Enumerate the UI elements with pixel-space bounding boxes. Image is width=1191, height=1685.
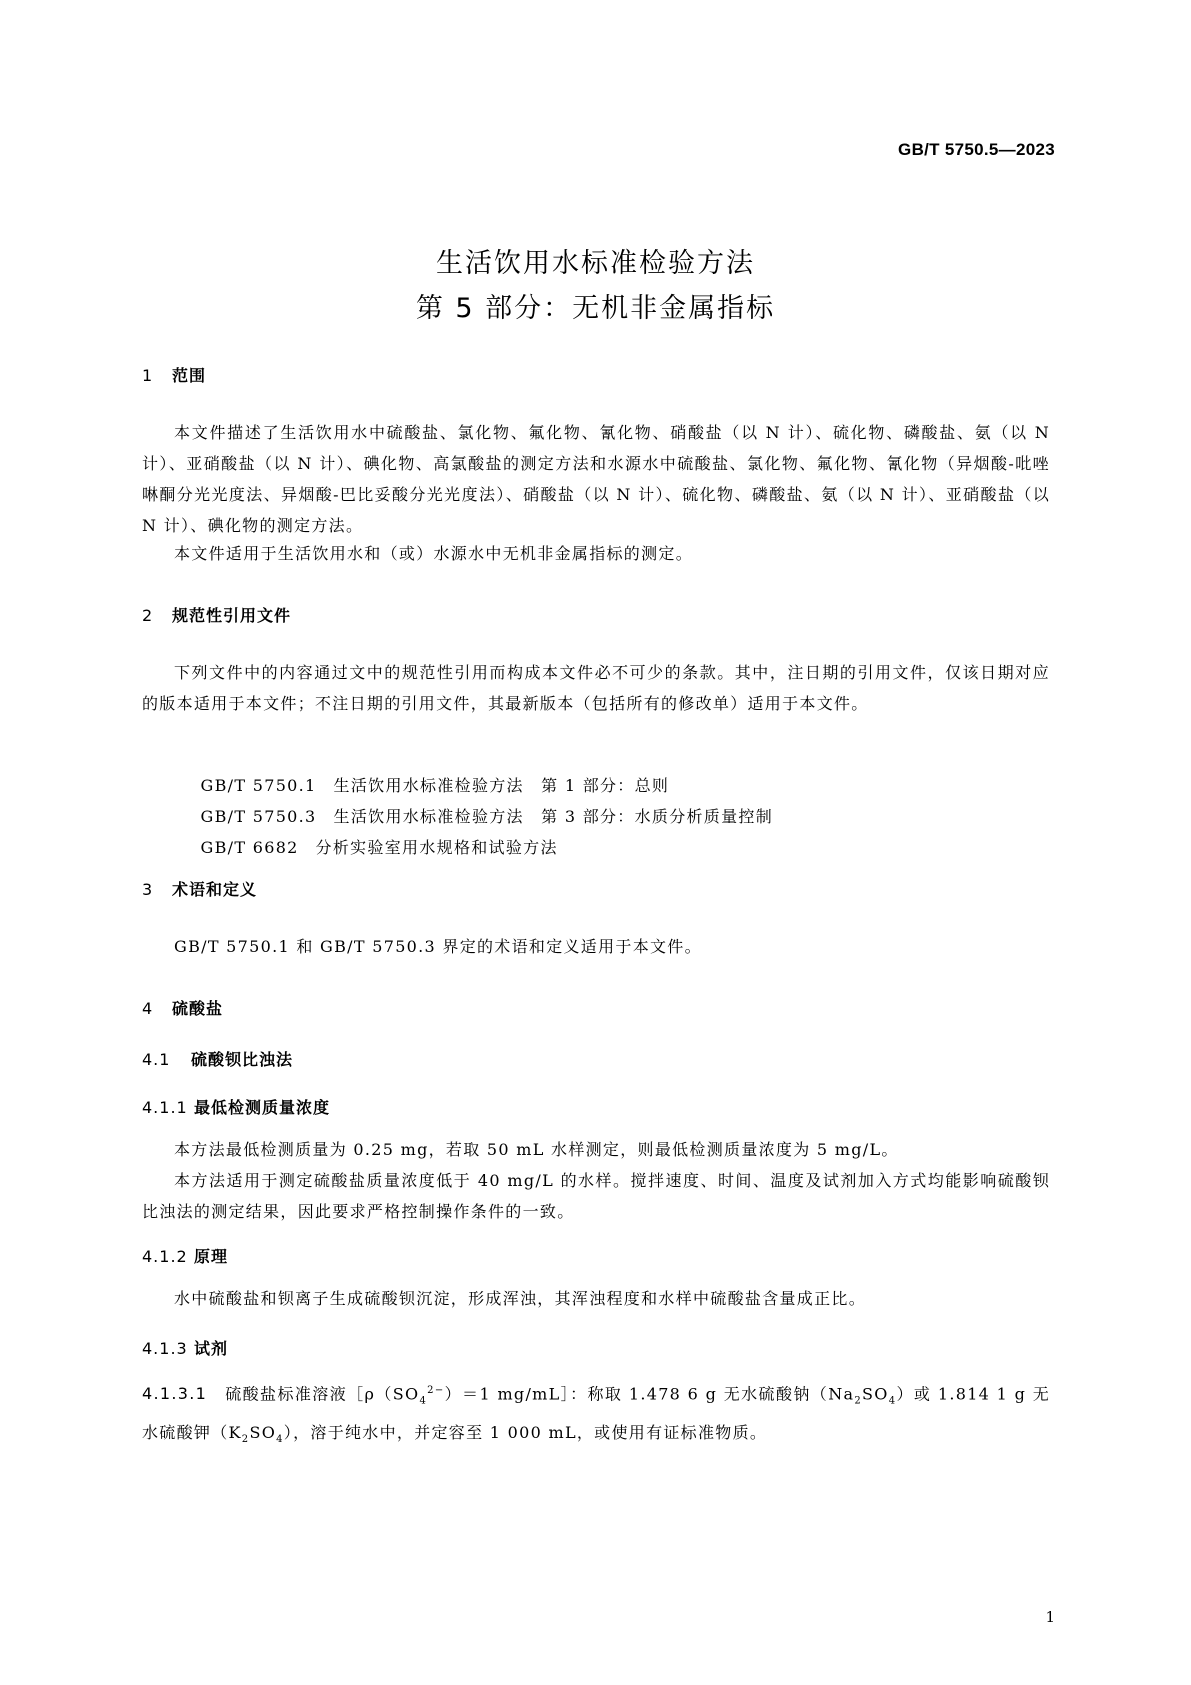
- reference-code: GB/T 5750.1: [200, 776, 317, 795]
- reference-title: 生活饮用水标准检验方法 第 3 部分：水质分析质量控制: [333, 807, 773, 826]
- item-text-e: SO: [249, 1422, 277, 1442]
- item-number: 4.1.3.1: [142, 1384, 208, 1404]
- subsection-4-1-2-paragraph-1: 水中硫酸盐和钡离子生成硫酸钡沉淀，形成浑浊，其浑浊程度和水样中硫酸盐含量成正比。: [174, 1289, 867, 1308]
- subscript: 2: [241, 1433, 250, 1445]
- reference-code: GB/T 5750.3: [200, 807, 317, 826]
- normative-reference: [175, 816, 558, 877]
- document-title-line2: 第 5 部分：无机非金属指标: [415, 293, 776, 324]
- item-text-b: ）＝1 mg/mL］：称取 1.478 6 g 无水硫酸钠（Na: [444, 1384, 855, 1404]
- item-text-d: ）或 1.814 1 g 无水硫酸钾（K: [142, 1384, 1050, 1442]
- section-1-heading: [142, 363, 206, 386]
- section-3-paragraph-1: GB/T 5750.1 和 GB/T 5750.3 界定的术语和定义适用于本文件。: [174, 937, 702, 956]
- subscript: 2: [854, 1395, 863, 1407]
- item-text-a: 硫酸盐标准溶液［ρ（SO: [225, 1384, 420, 1404]
- section-title: 范围: [172, 366, 207, 385]
- section-number: 3: [142, 880, 154, 899]
- section-1-paragraph-1: 本文件描述了生活饮用水中硫酸盐、氯化物、氟化物、氰化物、硝酸盐（以 N 计）、硫化物、磷酸盐、氨（以 N 计）、亚硝酸盐（以 N 计）、碘化物、高氯酸盐的测定方法和水源水中硫酸盐、氯化物、氟化物、氰化物（异烟酸-吡唑啉酮分光光度法、异烟酸-巴比妥酸分光光度法）、硝酸盐（以 N 计）、硫化物、磷酸盐、氨（以 N 计）、亚硝酸盐（以 N 计）、碘化物的测定方法。: [142, 423, 1050, 535]
- section-1-paragraph-2: 本文件适用于生活饮用水和（或）水源水中无机非金属指标的测定。: [174, 544, 694, 563]
- item-text-f: ），溶于纯水中，并定容至 1 000 mL，或使用有证标准物质。: [283, 1422, 768, 1442]
- subscript: 4: [276, 1433, 284, 1445]
- reference-title: 分析实验室用水规格和试验方法: [315, 838, 558, 857]
- reagent-item-4-1-3-1: [142, 1375, 1050, 1455]
- section-title: 硫酸盐: [172, 999, 224, 1018]
- section-2-heading: [142, 603, 291, 626]
- subsection-number: 4.1.1: [142, 1098, 188, 1117]
- subsection-number: 4.1: [142, 1050, 171, 1069]
- subsection-title: 硫酸钡比浊法: [191, 1050, 294, 1069]
- section-number: 4: [142, 999, 154, 1018]
- subsection-4-1-2-heading: [142, 1244, 228, 1267]
- reference-title: 生活饮用水标准检验方法 第 1 部分：总则: [333, 776, 670, 795]
- subscript: 4: [419, 1395, 428, 1407]
- document-title-line1: 生活饮用水标准检验方法: [436, 248, 755, 279]
- page-number: 1: [1045, 1608, 1055, 1626]
- section-2-paragraph-1: 下列文件中的内容通过文中的规范性引用而构成本文件必不可少的条款。其中，注日期的引用文件，仅该日期对应的版本适用于本文件；不注日期的引用文件，其最新版本（包括所有的修改单）适用于本文件。: [142, 663, 1050, 713]
- standard-code: GB/T 5750.5—2023: [898, 140, 1055, 159]
- subsection-4-1-1-paragraph-2: 本方法适用于测定硫酸盐质量浓度低于 40 mg/L 的水样。搅拌速度、时间、温度及试剂加入方式均能影响硫酸钡比浊法的测定结果，因此要求严格控制操作条件的一致。: [142, 1171, 1050, 1221]
- section-number: 1: [142, 366, 154, 385]
- section-number: 2: [142, 606, 154, 625]
- section-4-heading: [142, 996, 223, 1019]
- subsection-title: 最低检测质量浓度: [194, 1098, 331, 1117]
- subsection-4-1-1-paragraph-1: 本方法最低检测质量为 0.25 mg，若取 50 mL 水样测定，则最低检测质量浓度为 5 mg/L。: [174, 1140, 899, 1159]
- reference-code: GB/T 6682: [200, 838, 299, 857]
- superscript: 2−: [427, 1385, 445, 1396]
- subsection-number: 4.1.2: [142, 1247, 188, 1266]
- section-3-heading: [142, 877, 257, 900]
- subsection-title: 原理: [194, 1247, 229, 1266]
- subsection-4-1-heading: [142, 1047, 293, 1070]
- subsection-4-1-1-heading: [142, 1095, 330, 1118]
- subsection-title: 试剂: [194, 1339, 229, 1358]
- item-text-c: SO: [862, 1384, 889, 1404]
- subscript: 4: [888, 1395, 897, 1407]
- subsection-4-1-3-heading: [142, 1336, 228, 1359]
- section-title: 术语和定义: [172, 880, 258, 899]
- subsection-number: 4.1.3: [142, 1339, 188, 1358]
- section-title: 规范性引用文件: [172, 606, 292, 625]
